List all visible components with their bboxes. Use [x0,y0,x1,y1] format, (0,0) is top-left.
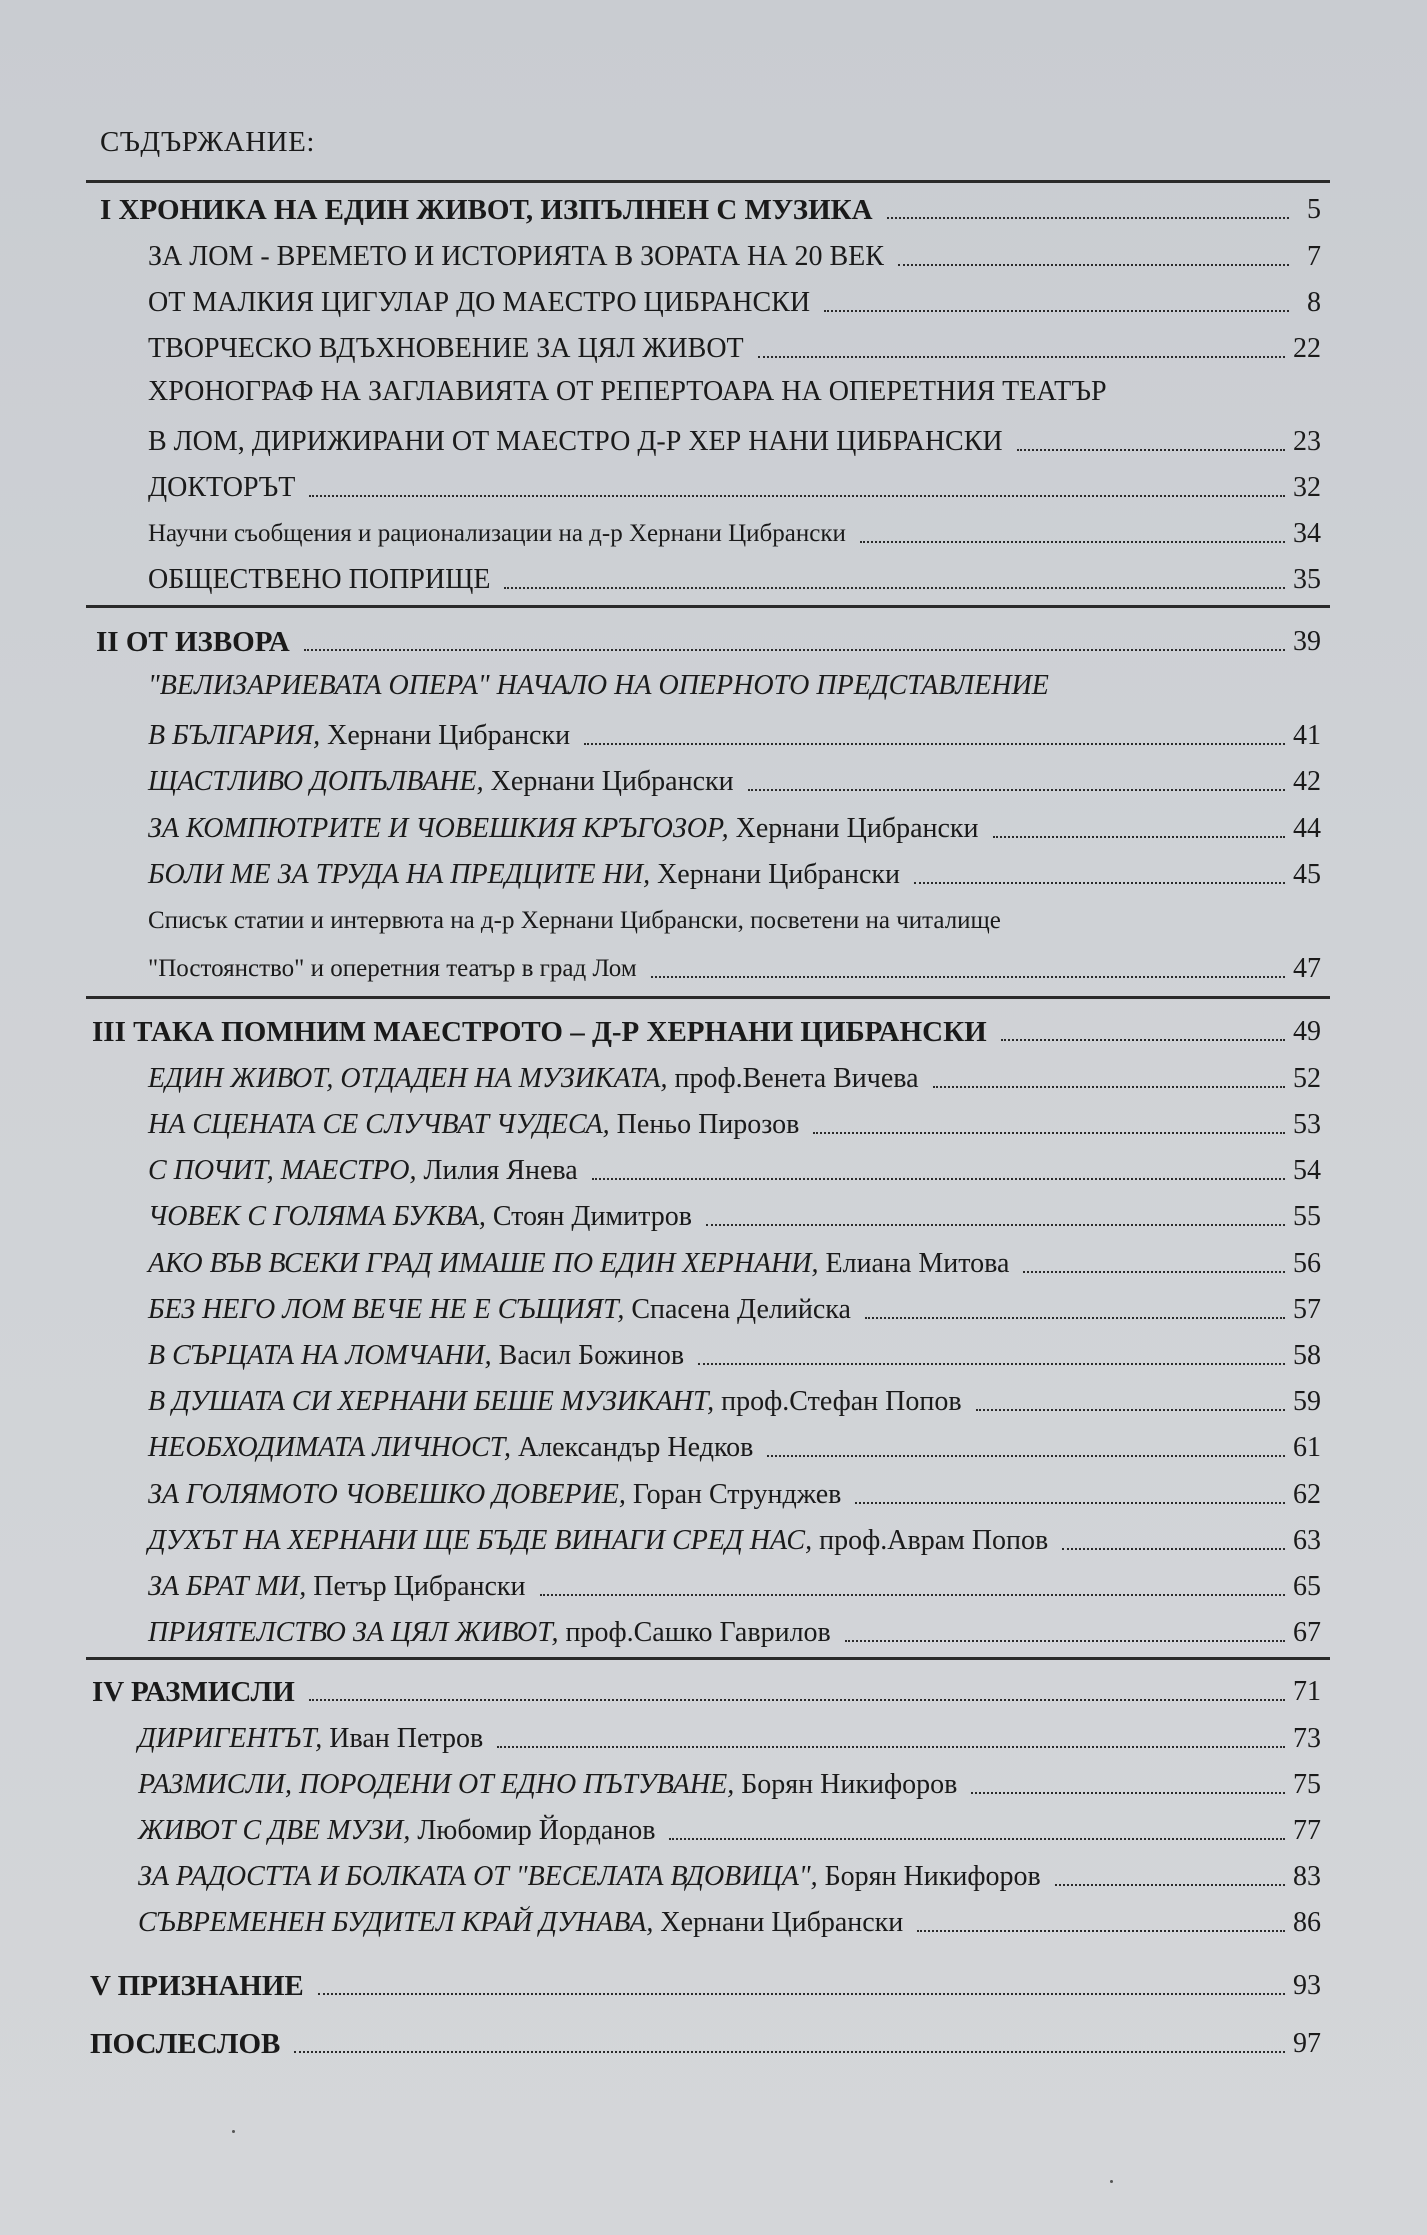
leader-dots [748,789,1285,791]
toc-entry [148,233,1321,273]
entry-title [138,1907,903,1939]
entry-title: ТВОРЧЕСКО ВДЪХНОВЕНИЕ ЗА ЦЯЛ ЖИВОТ [148,333,744,364]
page-number: 61 [1293,1432,1321,1463]
entry-author: Петър Цибрански [306,1571,526,1602]
entry-title [138,1861,1041,1893]
leader-dots [706,1224,1285,1226]
entry-title [148,1571,526,1603]
toc-entry [148,712,1321,752]
leader-dots [887,217,1289,219]
entry-title-italic: В ДУШАТА СИ ХЕРНАНИ БЕШЕ МУЗИКАНТ, [148,1386,715,1417]
entry-title-italic: ЗА ГОЛЯМОТО ЧОВЕШКО ДОВЕРИЕ, [148,1479,626,1510]
entry-title-italic: ЖИВОТ С ДВЕ МУЗИ, [138,1815,411,1846]
entry-title: ДОКТОРЪТ [148,472,296,503]
entry-title-italic: АКО ВЪВ ВСЕКИ ГРАД ИМАШЕ ПО ЕДИН ХЕРНАНИ, [148,1248,819,1279]
page-number: 65 [1293,1571,1321,1602]
page-number: 52 [1293,1063,1321,1094]
page-number: 83 [1293,1861,1321,1892]
entry-title-italic: ЕДИН ЖИВОТ, ОТДАДЕН НА МУЗИКАТА, [148,1063,668,1094]
toc-section-afterword [90,2020,1321,2060]
toc-entry [148,556,1321,596]
toc-entry [148,1193,1321,1233]
entry-title-italic: НЕОБХОДИМАТА ЛИЧНОСТ, [148,1432,511,1463]
leader-dots [318,1993,1285,1995]
leader-dots [758,356,1285,358]
entry-title [148,1617,831,1649]
toc-entry [148,1378,1321,1418]
entry-title-italic: ЧОВЕК С ГОЛЯМА БУКВА, [148,1201,486,1232]
leader-dots [993,836,1285,838]
entry-title [148,1432,753,1464]
page-number: 63 [1293,1525,1321,1556]
entry-title-italic: СЪВРЕМЕНЕН БУДИТЕЛ КРАЙ ДУНАВА, [138,1907,654,1938]
leader-dots [855,1502,1285,1504]
page-number: 56 [1293,1248,1321,1279]
section-rule [86,996,1330,999]
page-number: 77 [1293,1815,1321,1846]
toc-entry [148,945,1321,985]
leader-dots [933,1086,1285,1088]
entry-author: Любомир Йорданов [410,1815,656,1846]
toc-entry [148,279,1321,319]
entry-title-italic: БЕЗ НЕГО ЛОМ ВЕЧЕ НЕ Е СЪЩИЯТ, [148,1294,625,1325]
entry-title [148,766,734,798]
toc-section-5 [90,1962,1321,2002]
entry-title [148,1248,1009,1280]
entry-title [148,1155,578,1187]
entry-author: Хернани Цибрански [728,813,979,844]
page-number: 5 [1307,194,1321,225]
leader-dots [497,1746,1285,1748]
entry-author: Васил Божинов [491,1340,685,1371]
entry-title: III ТАКА ПОМНИМ МАЕСТРОТО – Д-Р ХЕРНАНИ ЦИБРАНСКИ [92,1016,987,1048]
toc-section-4 [92,1668,1321,1708]
leader-dots [865,1317,1285,1319]
page-number: 55 [1293,1201,1321,1232]
leader-dots [845,1640,1285,1642]
entry-author: Елиана Митова [818,1248,1010,1279]
page-number: 45 [1293,859,1321,890]
page-number: 97 [1293,2028,1321,2059]
entry-author: Хернани Цибрански [650,859,900,890]
entry-title [148,1479,841,1511]
leader-dots [592,1178,1285,1180]
toc-entry [148,418,1321,458]
page-number: 32 [1293,472,1321,503]
toc-section-3 [92,1008,1321,1048]
toc-entry [138,1761,1321,1801]
entry-author: Хернани Цибрански [320,720,571,751]
toc-entry [148,1101,1321,1141]
section-rule [86,180,1330,183]
entry-author: проф.Сашко Гаврилов [558,1617,831,1648]
entry-first-line: ХРОНОГРАФ НА ЗАГЛАВИЯТА ОТ РЕПЕРТОАРА НА ОПЕРЕТНИЯ ТЕАТЪР [148,376,1107,407]
leader-dots [1001,1039,1285,1041]
toc-entry [138,1853,1321,1893]
toc-entry [148,1471,1321,1511]
entry-author: Борян Никифоров [817,1861,1041,1892]
entry-title-italic: ДИРИГЕНТЪТ, [138,1723,323,1754]
leader-dots [767,1455,1285,1457]
page-number: 22 [1293,333,1321,364]
entry-title: I ХРОНИКА НА ЕДИН ЖИВОТ, ИЗПЪЛНЕН С МУЗИКА [100,194,873,226]
leader-dots [1055,1884,1285,1886]
toc-entry [138,1715,1321,1755]
page-number: 62 [1293,1479,1321,1510]
entry-title-italic: БОЛИ МЕ ЗА ТРУДА НА ПРЕДЦИТЕ НИ, [148,859,651,890]
page-number: 59 [1293,1386,1321,1417]
page-number: 39 [1293,626,1321,657]
toc-entry [148,1240,1321,1280]
entry-title [148,1525,1048,1557]
page-number: 7 [1307,241,1321,272]
entry-first-line: Списък статии и интервюта на д-р Хернани Цибрански, посветени на читалище [148,907,1001,934]
toc-entry [148,851,1321,891]
entry-title-italic: ЗА КОМПЮТРИТЕ И ЧОВЕШКИЯ КРЪГОЗОР, [148,813,729,844]
entry-author: Стоян Димитров [485,1201,692,1232]
entry-author: Хернани Цибрански [653,1907,904,1938]
leader-dots [669,1838,1285,1840]
entry-title-italic: ЗА БРАТ МИ, [148,1571,307,1602]
page-number: 58 [1293,1340,1321,1371]
toc-entry [148,1055,1321,1095]
entry-author: Спасена Делийска [624,1294,851,1325]
entry-title [148,1109,799,1141]
toc-entry [148,805,1321,845]
entry-author: Иван Петров [322,1723,484,1754]
entry-author: Пеньо Пирозов [609,1109,800,1140]
page-number: 57 [1293,1294,1321,1325]
toc-section-2 [96,618,1321,658]
entry-title: Научни съобщения и рационализации на д-р Хернани Цибрански [148,520,846,547]
page-number: 54 [1293,1155,1321,1186]
entry-title [138,1769,957,1801]
page-number: 67 [1293,1617,1321,1648]
entry-title-italic: РАЗМИСЛИ, ПОРОДЕНИ ОТ ЕДНО ПЪТУВАНЕ, [138,1769,735,1800]
toc-entry [148,758,1321,798]
toc-title: СЪДЪРЖАНИЕ: [100,126,315,158]
toc-section-1 [100,186,1321,226]
toc-entry [148,1517,1321,1557]
page-number: 34 [1293,518,1321,549]
entry-author: проф.Венета Вичева [667,1063,919,1094]
entry-title-italic: В БЪЛГАРИЯ, [148,720,321,751]
toc-entry [148,1563,1321,1603]
leader-dots [1023,1271,1285,1273]
leader-dots [309,1699,1285,1701]
page-number: 93 [1293,1970,1321,2001]
toc-entry [138,1807,1321,1847]
page-number: 73 [1293,1723,1321,1754]
entry-author: Горан Струнджев [625,1479,842,1510]
toc-entry [148,464,1321,504]
entry-title: IV РАЗМИСЛИ [92,1676,295,1708]
leader-dots [860,541,1285,543]
entry-author: проф.Аврам Попов [812,1525,1049,1556]
page-number: 53 [1293,1109,1321,1140]
leader-dots [294,2051,1285,2053]
leader-dots [698,1363,1285,1365]
entry-title-italic: ДУХЪТ НА ХЕРНАНИ ЩЕ БЪДЕ ВИНАГИ СРЕД НАС, [148,1525,813,1556]
leader-dots [584,743,1285,745]
page-number: 42 [1293,766,1321,797]
toc-entry [148,1424,1321,1464]
entry-title [148,1063,919,1095]
section-rule [86,605,1330,608]
page-number: 49 [1293,1016,1321,1047]
paper-speck [232,2130,235,2133]
entry-first-line [148,670,1049,702]
entry-title-italic: ПРИЯТЕЛСТВО ЗА ЦЯЛ ЖИВОТ, [148,1617,559,1648]
leader-dots [824,310,1289,312]
page-number: 23 [1293,426,1321,457]
section-rule [86,1657,1330,1660]
page-number: 71 [1293,1676,1321,1707]
entry-author: проф.Стефан Попов [714,1386,962,1417]
toc-entry [138,1899,1321,1939]
entry-title: V ПРИЗНАНИЕ [90,1970,304,2002]
entry-title [138,1723,483,1755]
entry-title: ЗА ЛОМ - ВРЕМЕТО И ИСТОРИЯТА В ЗОРАТА НА 20 ВЕК [148,241,884,272]
page-number: 44 [1293,813,1321,844]
toc-entry [148,510,1321,550]
entry-author: Хернани Цибрански [483,766,734,797]
entry-title [148,859,900,891]
leader-dots [304,649,1285,651]
entry-author: Борян Никифоров [734,1769,958,1800]
entry-title: В ЛОМ, ДИРИЖИРАНИ ОТ МАЕСТРО Д-Р ХЕР НАНИ ЦИБРАНСКИ [148,426,1003,457]
leader-dots [309,495,1285,497]
leader-dots [914,882,1285,884]
page-number: 41 [1293,720,1321,751]
entry-title [148,813,979,845]
leader-dots [1017,449,1285,451]
leader-dots [976,1409,1285,1411]
toc-entry [148,325,1321,365]
leader-dots [813,1132,1285,1134]
leader-dots [540,1594,1285,1596]
entry-title-italic: "ВЕЛИЗАРИЕВАТА ОПЕРА" НАЧАЛО НА ОПЕРНОТО ПРЕДСТАВЛЕНИЕ [148,670,1049,701]
entry-title: ОТ МАЛКИЯ ЦИГУЛАР ДО МАЕСТРО ЦИБРАНСКИ [148,287,811,318]
toc-entry [148,1609,1321,1649]
leader-dots [651,976,1285,978]
entry-title [138,1815,655,1847]
entry-title: "Постоянство" и оперетния театър в град Лом [148,955,637,982]
entry-author: Александър Недков [510,1432,754,1463]
leader-dots [504,587,1285,589]
entry-title-italic: ЗА РАДОСТТА И БОЛКАТА ОТ "ВЕСЕЛАТА ВДОВИЦА", [138,1861,818,1892]
entry-title [148,1386,962,1418]
page-number: 8 [1307,287,1321,318]
entry-title [148,1294,851,1326]
entry-title: ОБЩЕСТВЕНО ПОПРИЩЕ [148,564,491,595]
toc-entry [148,1147,1321,1187]
page-number: 35 [1293,564,1321,595]
leader-dots [917,1930,1285,1932]
entry-title-italic: ЩАСТЛИВО ДОПЪЛВАНЕ, [148,766,484,797]
page-number: 86 [1293,1907,1321,1938]
entry-title [148,720,570,752]
entry-author: Лилия Янева [416,1155,578,1186]
paper-speck [1110,2180,1113,2183]
page-number: 47 [1293,953,1321,984]
page-number: 75 [1293,1769,1321,1800]
entry-title-italic: В СЪРЦАТА НА ЛОМЧАНИ, [148,1340,492,1371]
entry-title [148,1201,692,1233]
leader-dots [898,264,1289,266]
toc-entry [148,1286,1321,1326]
entry-title [148,1340,684,1372]
entry-title: ПОСЛЕСЛОВ [90,2028,281,2060]
toc-entry [148,1332,1321,1372]
entry-title-italic: С ПОЧИТ, МАЕСТРО, [148,1155,417,1186]
entry-title-italic: НА СЦЕНАТА СЕ СЛУЧВАТ ЧУДЕСА, [148,1109,610,1140]
leader-dots [1062,1548,1285,1550]
entry-title: II ОТ ИЗВОРА [96,626,290,658]
leader-dots [971,1792,1285,1794]
